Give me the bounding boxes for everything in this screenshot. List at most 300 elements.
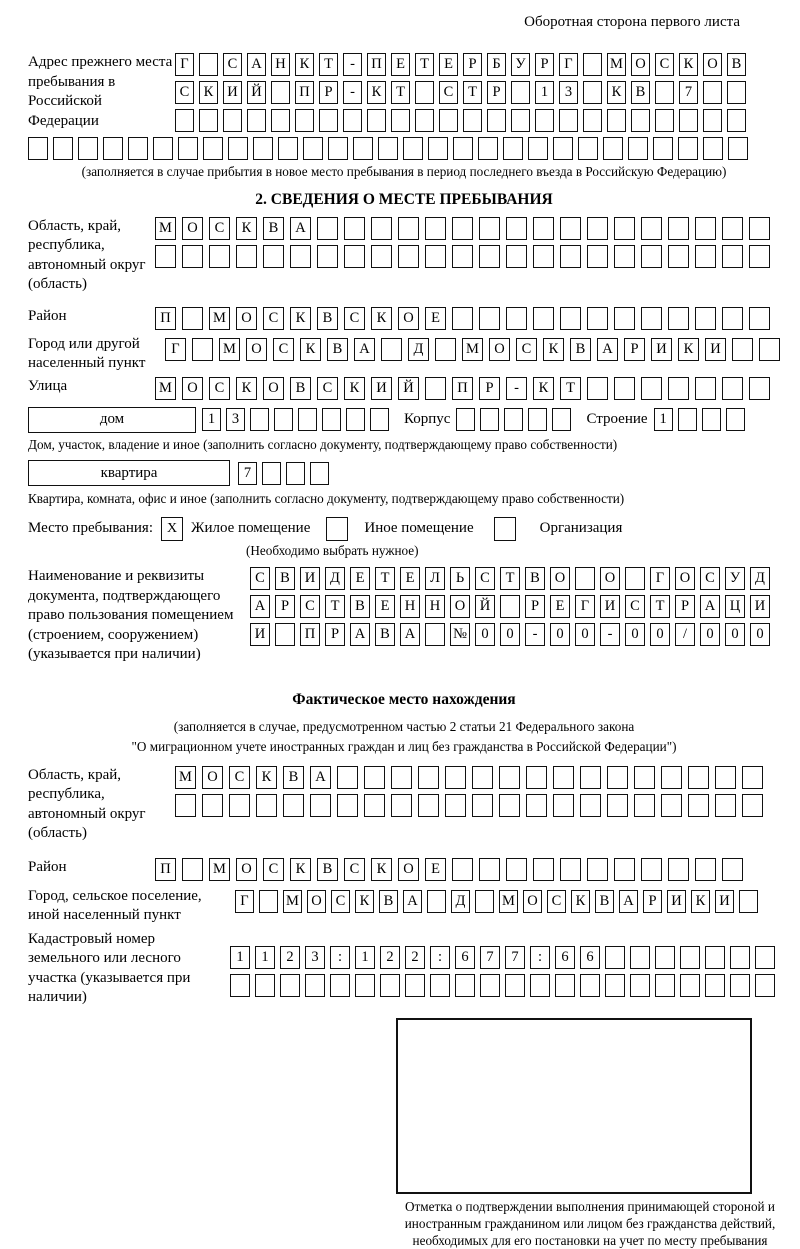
form-cell: Р bbox=[643, 890, 662, 913]
fact-city-label: Город, сельское поселение, иной населенный пункт bbox=[28, 887, 202, 923]
prev-address-row-3 bbox=[175, 109, 751, 132]
fact-region-row-2 bbox=[175, 794, 769, 817]
form-cell bbox=[155, 245, 176, 268]
form-cell: О bbox=[398, 307, 419, 330]
form-cell: В bbox=[317, 858, 338, 881]
form-cell bbox=[560, 307, 581, 330]
form-cell bbox=[480, 974, 500, 997]
form-cell: 1 bbox=[654, 408, 673, 431]
form-cell bbox=[655, 946, 675, 969]
section2-title: 2. СВЕДЕНИЯ О МЕСТЕ ПРЕБЫВАНИЯ bbox=[255, 190, 553, 208]
form-cell bbox=[655, 109, 674, 132]
form-cell bbox=[427, 890, 446, 913]
form-cell bbox=[653, 137, 673, 160]
form-cell bbox=[755, 974, 775, 997]
region-row-1 bbox=[155, 217, 776, 240]
form-cell bbox=[560, 245, 581, 268]
form-cell: / bbox=[675, 623, 695, 646]
form-cell bbox=[739, 890, 758, 913]
form-cell bbox=[655, 974, 675, 997]
form-cell bbox=[679, 109, 698, 132]
prev-address-row-2 bbox=[175, 81, 751, 104]
form-cell bbox=[425, 377, 446, 400]
form-cell: - bbox=[343, 81, 362, 104]
fact-district-block bbox=[28, 858, 780, 881]
form-cell: О bbox=[202, 766, 223, 789]
form-cell: Е bbox=[425, 307, 446, 330]
form-cell: М bbox=[607, 53, 626, 76]
form-cell: К bbox=[679, 53, 698, 76]
form-cell bbox=[552, 408, 571, 431]
form-cell bbox=[263, 245, 284, 268]
form-cell bbox=[641, 858, 662, 881]
form-cell bbox=[223, 109, 242, 132]
form-cell bbox=[614, 307, 635, 330]
form-cell: В bbox=[317, 307, 338, 330]
prev-address-block bbox=[28, 53, 780, 132]
form-cell bbox=[370, 408, 389, 431]
form-cell bbox=[425, 217, 446, 240]
form-cell bbox=[478, 137, 498, 160]
confirmation-stamp-box bbox=[396, 1018, 752, 1194]
form-cell: Т bbox=[415, 53, 434, 76]
form-cell bbox=[506, 217, 527, 240]
form-cell: Й bbox=[247, 81, 266, 104]
form-cell bbox=[344, 245, 365, 268]
form-cell bbox=[661, 794, 682, 817]
organization-label: Организация bbox=[539, 519, 623, 536]
form-cell: М bbox=[499, 890, 518, 913]
form-cell bbox=[418, 794, 439, 817]
form-cell: Е bbox=[425, 858, 446, 881]
form-cell: И bbox=[651, 338, 672, 361]
form-cell: О bbox=[550, 567, 570, 590]
form-cell bbox=[479, 245, 500, 268]
form-cell bbox=[283, 794, 304, 817]
form-cell: В bbox=[350, 595, 370, 618]
form-cell bbox=[587, 245, 608, 268]
form-cell bbox=[727, 81, 746, 104]
form-cell: М bbox=[155, 217, 176, 240]
form-cell bbox=[337, 766, 358, 789]
form-cell bbox=[128, 137, 148, 160]
form-cell: К bbox=[236, 217, 257, 240]
form-cell: К bbox=[678, 338, 699, 361]
form-cell bbox=[680, 946, 700, 969]
form-cell: А bbox=[700, 595, 720, 618]
form-cell bbox=[749, 245, 770, 268]
form-cell bbox=[587, 217, 608, 240]
form-cell: М bbox=[209, 858, 230, 881]
form-cell: В bbox=[570, 338, 591, 361]
form-cell bbox=[153, 137, 173, 160]
form-cell bbox=[641, 307, 662, 330]
form-cell bbox=[274, 408, 293, 431]
form-cell bbox=[555, 974, 575, 997]
document-row-1 bbox=[250, 567, 775, 590]
form-cell: Т bbox=[560, 377, 581, 400]
form-cell: С bbox=[625, 595, 645, 618]
form-cell bbox=[228, 137, 248, 160]
form-cell bbox=[661, 766, 682, 789]
form-cell bbox=[378, 137, 398, 160]
form-cell bbox=[732, 338, 753, 361]
form-cell bbox=[695, 377, 716, 400]
form-cell: М bbox=[219, 338, 240, 361]
form-cell bbox=[391, 109, 410, 132]
form-cell: С bbox=[439, 81, 458, 104]
form-cell bbox=[634, 766, 655, 789]
form-cell bbox=[688, 766, 709, 789]
form-cell bbox=[178, 137, 198, 160]
form-cell bbox=[730, 946, 750, 969]
form-cell bbox=[425, 623, 445, 646]
form-cell: - bbox=[343, 53, 362, 76]
form-cell bbox=[703, 81, 722, 104]
form-cell bbox=[255, 974, 275, 997]
form-cell bbox=[530, 974, 550, 997]
form-cell bbox=[528, 408, 547, 431]
form-cell bbox=[380, 974, 400, 997]
form-cell bbox=[668, 858, 689, 881]
form-cell bbox=[256, 794, 277, 817]
checkbox-organization bbox=[494, 517, 516, 541]
form-cell bbox=[230, 974, 250, 997]
cadastral-row-1 bbox=[230, 946, 780, 969]
form-cell: У bbox=[511, 53, 530, 76]
form-cell bbox=[749, 377, 770, 400]
form-cell: Й bbox=[475, 595, 495, 618]
form-cell: 1 bbox=[202, 408, 221, 431]
document-block bbox=[28, 567, 780, 665]
form-cell: 7 bbox=[679, 81, 698, 104]
district-block bbox=[28, 307, 780, 330]
form-cell: Н bbox=[400, 595, 420, 618]
region-block bbox=[28, 217, 780, 295]
form-cell: : bbox=[330, 946, 350, 969]
stay-type-label: Место пребывания: bbox=[28, 519, 153, 536]
form-cell: С bbox=[263, 307, 284, 330]
corpus-label: Корпус bbox=[404, 410, 451, 427]
form-cell bbox=[298, 408, 317, 431]
form-cell: К bbox=[607, 81, 626, 104]
form-cell: С bbox=[317, 377, 338, 400]
form-cell bbox=[607, 766, 628, 789]
form-cell: К bbox=[236, 377, 257, 400]
form-cell bbox=[391, 766, 412, 789]
form-cell: Е bbox=[550, 595, 570, 618]
form-cell: С bbox=[300, 595, 320, 618]
form-cell bbox=[53, 137, 73, 160]
form-cell: Е bbox=[400, 567, 420, 590]
form-cell bbox=[405, 974, 425, 997]
form-cell: 3 bbox=[559, 81, 578, 104]
form-cell bbox=[430, 974, 450, 997]
form-cell bbox=[722, 245, 743, 268]
form-cell: С bbox=[516, 338, 537, 361]
form-cell bbox=[78, 137, 98, 160]
form-cell: К bbox=[371, 858, 392, 881]
form-cell bbox=[628, 137, 648, 160]
form-cell bbox=[504, 408, 523, 431]
document-label: Наименование и реквизиты документа, подтверждающего право пользования помещением (строением, сооружением) (указывается при наличии) bbox=[28, 568, 234, 662]
form-cell bbox=[505, 974, 525, 997]
form-cell: К bbox=[290, 858, 311, 881]
form-cell: 0 bbox=[575, 623, 595, 646]
checkbox-other-premises bbox=[326, 517, 348, 541]
form-cell: М bbox=[175, 766, 196, 789]
form-cell bbox=[250, 408, 269, 431]
prev-address-row-1 bbox=[175, 53, 751, 76]
form-cell: В bbox=[290, 377, 311, 400]
form-cell: О bbox=[236, 858, 257, 881]
form-cell: Е bbox=[439, 53, 458, 76]
form-cell bbox=[695, 858, 716, 881]
form-cell bbox=[403, 137, 423, 160]
form-cell bbox=[310, 794, 331, 817]
form-cell bbox=[445, 794, 466, 817]
form-cell: Ц bbox=[725, 595, 745, 618]
form-cell bbox=[381, 338, 402, 361]
form-cell: И bbox=[250, 623, 270, 646]
form-cell: Р bbox=[479, 377, 500, 400]
form-cell: О bbox=[263, 377, 284, 400]
form-cell bbox=[371, 245, 392, 268]
form-cell: Е bbox=[350, 567, 370, 590]
form-cell bbox=[630, 946, 650, 969]
form-cell: : bbox=[530, 946, 550, 969]
form-cell: Г bbox=[235, 890, 254, 913]
form-cell: О bbox=[450, 595, 470, 618]
form-cell bbox=[703, 137, 723, 160]
form-cell bbox=[236, 245, 257, 268]
form-cell bbox=[182, 307, 203, 330]
form-cell: 1 bbox=[355, 946, 375, 969]
stamp-caption: Отметка о подтверждении выполнения принимающей стороной и иностранным гражданином или лицом без гражданства действий, необходимых для его постановки на учет по месту пребывания bbox=[404, 1198, 776, 1248]
form-cell bbox=[668, 307, 689, 330]
form-cell bbox=[553, 137, 573, 160]
apartment-cells bbox=[238, 462, 334, 485]
form-cell bbox=[526, 766, 547, 789]
form-cell bbox=[435, 338, 456, 361]
form-cell: С bbox=[209, 217, 230, 240]
form-cell: М bbox=[462, 338, 483, 361]
form-cell bbox=[479, 858, 500, 881]
form-cell bbox=[328, 137, 348, 160]
form-cell bbox=[456, 408, 475, 431]
region-label: Область, край, республика, автономный округ (область) bbox=[28, 217, 146, 292]
form-cell bbox=[209, 245, 230, 268]
form-cell bbox=[722, 217, 743, 240]
apartment-caption: Квартира, комната, офис и иное (заполнить согласно документу, подтверждающему право собственности) bbox=[28, 491, 625, 506]
form-cell: О bbox=[631, 53, 650, 76]
form-cell: С bbox=[223, 53, 242, 76]
form-cell bbox=[303, 137, 323, 160]
form-cell: Г bbox=[650, 567, 670, 590]
form-cell: В bbox=[595, 890, 614, 913]
form-cell bbox=[533, 858, 554, 881]
form-cell: У bbox=[725, 567, 745, 590]
form-cell bbox=[247, 109, 266, 132]
form-cell: С bbox=[344, 858, 365, 881]
form-cell bbox=[625, 567, 645, 590]
form-cell: А bbox=[247, 53, 266, 76]
form-cell bbox=[262, 462, 281, 485]
form-cell bbox=[722, 377, 743, 400]
form-cell bbox=[337, 794, 358, 817]
form-cell bbox=[319, 109, 338, 132]
form-cell bbox=[479, 307, 500, 330]
form-cell: Д bbox=[451, 890, 470, 913]
form-cell: О bbox=[236, 307, 257, 330]
form-cell bbox=[452, 217, 473, 240]
form-cell bbox=[587, 858, 608, 881]
fact-region-block bbox=[28, 766, 780, 844]
form-cell: В bbox=[327, 338, 348, 361]
form-cell: Д bbox=[750, 567, 770, 590]
form-cell bbox=[506, 858, 527, 881]
form-cell bbox=[722, 307, 743, 330]
form-cell: А bbox=[597, 338, 618, 361]
form-cell bbox=[472, 794, 493, 817]
fact-district-label: Район bbox=[28, 858, 67, 875]
form-cell bbox=[630, 974, 650, 997]
fact-city-row bbox=[235, 890, 763, 913]
form-cell bbox=[695, 245, 716, 268]
form-cell: И bbox=[300, 567, 320, 590]
form-cell bbox=[705, 974, 725, 997]
form-cell bbox=[607, 794, 628, 817]
form-cell bbox=[453, 137, 473, 160]
form-cell bbox=[286, 462, 305, 485]
form-cell bbox=[271, 81, 290, 104]
form-cell bbox=[587, 307, 608, 330]
form-cell: К bbox=[300, 338, 321, 361]
form-cell bbox=[560, 858, 581, 881]
form-cell bbox=[580, 974, 600, 997]
form-cell bbox=[499, 794, 520, 817]
form-cell: А bbox=[310, 766, 331, 789]
form-cell: Д bbox=[325, 567, 345, 590]
form-cell: Е bbox=[375, 595, 395, 618]
form-cell bbox=[755, 946, 775, 969]
form-cell: О bbox=[600, 567, 620, 590]
house-box-label: дом bbox=[28, 407, 196, 433]
actual-location-caption-2: "О миграционном учете иностранных граждан и лиц без гражданства в Российской Федерации") bbox=[131, 739, 677, 754]
form-cell: О bbox=[398, 858, 419, 881]
form-cell bbox=[343, 109, 362, 132]
form-cell: П bbox=[155, 858, 176, 881]
form-cell: Р bbox=[525, 595, 545, 618]
form-cell bbox=[415, 109, 434, 132]
form-cell bbox=[742, 766, 763, 789]
house-caption: Дом, участок, владение и иное (заполнить согласно документу, подтверждающему право собственности) bbox=[28, 436, 618, 452]
form-cell bbox=[439, 109, 458, 132]
city-row bbox=[165, 338, 786, 361]
form-cell bbox=[703, 109, 722, 132]
form-cell: А bbox=[403, 890, 422, 913]
cadastral-block bbox=[28, 930, 780, 1008]
form-cell bbox=[553, 766, 574, 789]
form-cell: 2 bbox=[380, 946, 400, 969]
form-cell bbox=[479, 217, 500, 240]
form-cell bbox=[533, 245, 554, 268]
stroenie-label: Строение bbox=[586, 410, 648, 427]
form-cell: С bbox=[263, 858, 284, 881]
form-cell: А bbox=[290, 217, 311, 240]
fact-region-row-1 bbox=[175, 766, 769, 789]
form-cell bbox=[103, 137, 123, 160]
form-cell bbox=[229, 794, 250, 817]
form-cell bbox=[290, 245, 311, 268]
form-cell bbox=[455, 974, 475, 997]
form-cell bbox=[528, 137, 548, 160]
form-cell bbox=[678, 137, 698, 160]
form-cell: А bbox=[250, 595, 270, 618]
form-cell bbox=[199, 109, 218, 132]
form-cell: 6 bbox=[455, 946, 475, 969]
form-cell bbox=[580, 794, 601, 817]
form-cell: О bbox=[489, 338, 510, 361]
form-cell bbox=[418, 766, 439, 789]
form-cell bbox=[506, 245, 527, 268]
form-cell: В bbox=[631, 81, 650, 104]
form-cell: Т bbox=[391, 81, 410, 104]
form-cell bbox=[428, 137, 448, 160]
fact-city-block bbox=[28, 887, 780, 926]
form-cell: К bbox=[533, 377, 554, 400]
form-cell bbox=[726, 408, 745, 431]
form-cell bbox=[583, 53, 602, 76]
form-cell: В bbox=[283, 766, 304, 789]
city-label: Город или другой населенный пункт bbox=[28, 335, 146, 371]
form-cell: О bbox=[307, 890, 326, 913]
form-cell bbox=[28, 137, 48, 160]
form-cell: О bbox=[523, 890, 542, 913]
form-cell bbox=[730, 974, 750, 997]
form-cell bbox=[506, 307, 527, 330]
form-cell bbox=[583, 109, 602, 132]
form-cell bbox=[705, 946, 725, 969]
form-cell: Д bbox=[408, 338, 429, 361]
prev-address-label: Адрес прежнего места пребывания в Российской Федерации bbox=[28, 54, 173, 129]
form-cell bbox=[355, 974, 375, 997]
form-cell: К bbox=[295, 53, 314, 76]
form-cell: К bbox=[367, 81, 386, 104]
form-cell bbox=[202, 794, 223, 817]
form-cell: В bbox=[375, 623, 395, 646]
form-cell bbox=[583, 81, 602, 104]
form-cell: Л bbox=[425, 567, 445, 590]
form-cell: С bbox=[175, 81, 194, 104]
form-cell bbox=[499, 766, 520, 789]
prev-address-row-4 bbox=[28, 137, 780, 160]
form-cell: К bbox=[371, 307, 392, 330]
document-row-3 bbox=[250, 623, 775, 646]
form-cell bbox=[603, 137, 623, 160]
city-block bbox=[28, 335, 780, 374]
form-cell: Р bbox=[487, 81, 506, 104]
form-cell: 6 bbox=[555, 946, 575, 969]
form-cell: Й bbox=[398, 377, 419, 400]
form-cell: С bbox=[273, 338, 294, 361]
form-cell bbox=[580, 766, 601, 789]
form-cell: О bbox=[703, 53, 722, 76]
region-row-2 bbox=[155, 245, 776, 268]
form-cell bbox=[715, 766, 736, 789]
form-cell bbox=[364, 794, 385, 817]
form-cell: 0 bbox=[475, 623, 495, 646]
